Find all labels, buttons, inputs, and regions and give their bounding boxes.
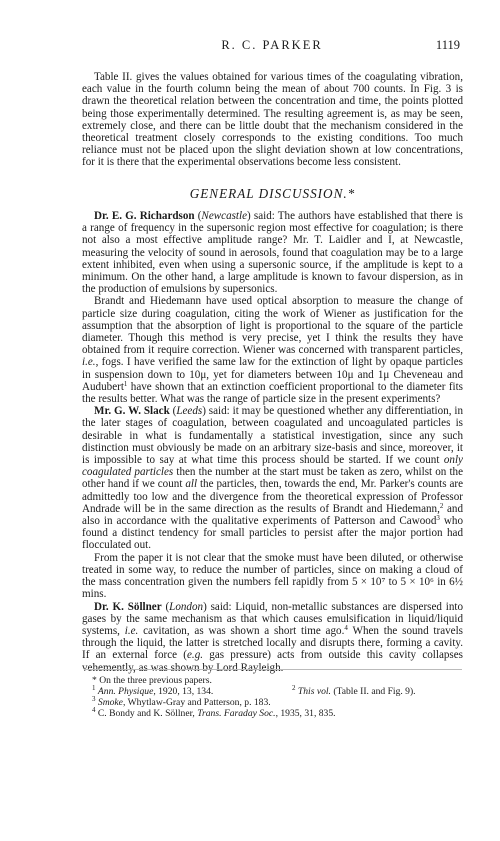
paragraph-text: then the number at the start must be taken as zero, whilst on the other hand if we count bbox=[82, 466, 463, 491]
page-number: 1119 bbox=[435, 38, 460, 52]
footnote-3 bbox=[92, 697, 462, 708]
footnote-2 bbox=[292, 686, 416, 697]
paragraph-text: said: Liquid, non-metallic substances are dispersed into gases by the same mechanism as that which causes emulsification in liquid/liquid systems, bbox=[82, 600, 463, 637]
footnote-mark: 1 bbox=[92, 684, 96, 692]
footnote-1 bbox=[92, 686, 213, 697]
paragraph-text: cavitation, as was shown a short time ago. bbox=[143, 624, 345, 637]
italic-text: only coagulated particles bbox=[82, 454, 463, 479]
footnote-ref: 4 bbox=[344, 623, 348, 632]
footnote-ref: 1 bbox=[123, 379, 128, 388]
citation-text: , Whytlaw-Gray and Patterson, p. 183. bbox=[122, 697, 271, 708]
book-title: Smoke bbox=[97, 697, 123, 708]
footnote-ref: 3 bbox=[436, 514, 440, 523]
footnote-mark: 4 bbox=[92, 706, 96, 714]
speaker-place: London bbox=[169, 600, 204, 613]
sollner-paragraph: Dr. K. Söllner (London) said: Liquid, non-metallic substances are dispersed into gases by the same mechanism as that which causes emulsification in liquid/liquid systems, i.e. cavitation, as was shown a short time ago.$^4$ When the sound travels through the liquid, the latter is stretched locally and disrupts there, forming a cavity. If an external force (e.g. gas pressure) acts from outside this cavity collapses vehemently, as was shown by Lord Rayleigh. bbox=[82, 600, 464, 674]
footnote-divider bbox=[84, 669, 462, 670]
journal-title: This vol. bbox=[297, 686, 331, 697]
journal-title: Trans. Faraday Soc. bbox=[197, 708, 276, 719]
paragraph-text: When the sound travels through the liquid, the latter is stretched locally and disrupts there, forming a cavity. If an external force ( bbox=[82, 624, 464, 662]
citation-text: (Table II. and Fig. 9). bbox=[330, 686, 416, 697]
running-header bbox=[84, 38, 460, 54]
footnote-row bbox=[92, 686, 462, 697]
speaker-name: Mr. G. W. Slack bbox=[94, 405, 170, 418]
discussion-body bbox=[82, 210, 463, 674]
citation-text: , 1920, 13, 134. bbox=[153, 686, 214, 697]
paragraph-text: said: The authors have established that there is a range of frequency in the supersonic region most effective for coagulation; is there not also a most effective amplitude range? Mr. T. Laidler and I, at Newcastle, measuring the velocity of sound in aerosols, found that coagulation may be to a large extent inhibited, even when using a supersonic source, if the amplitude is kept to a minimum. On the other hand, a large amplitude is known to favour dispersion, as in the production of emulsions by supersonics. bbox=[82, 210, 464, 296]
italic-text: i.e. bbox=[82, 356, 96, 369]
italic-text: all bbox=[185, 478, 198, 491]
richardson-paragraph-2 bbox=[82, 295, 463, 405]
footnote-mark: 3 bbox=[92, 695, 96, 703]
citation-text: , 1935, 31, 835. bbox=[275, 708, 336, 719]
italic-text: i.e. bbox=[124, 624, 139, 637]
richardson-paragraph: Dr. E. G. Richardson (Newcastle) said: The authors have established that there is a range of frequency in the supersonic region most effective for coagulation; is there not also a most effective amplitude range? Mr. T. Laidler and I, at Newcastle, measuring the velocity of sound in aerosols, found that coagulation may be to a large extent inhibited, even when using a supersonic source, if the amplitude is kept to a minimum. On the other hand, a large amplitude is known to favour dispersion, as in the production of emulsions by supersonics. bbox=[82, 210, 464, 296]
journal-title: Ann. Physique bbox=[97, 686, 154, 697]
speaker-place: Leeds bbox=[176, 405, 203, 418]
paragraph-text: have shown that an extinction coefficient proportional to the diameter fits the results better. What was the range of particle size in the present experiments? bbox=[82, 380, 463, 406]
paragraph-text: and also in accordance with the qualitative experiments of Patterson and Cawood bbox=[82, 502, 463, 528]
paragraph-text: said: it may be questioned whether any differentiation, in the later stages of coagulation, between coagulated and uncoagulated particles is desirable in what is fundamentally a statistical investigation, since any such distinction must obviously be made on an arbitrary size-basis and since, moreover, it is impossible to say at what time this process should be started. If we count bbox=[82, 405, 464, 467]
paragraph-text: who found a distinct tendency for small particles to persist after the major portion had flocculated out. bbox=[82, 515, 463, 552]
paragraph-text: gas pressure) acts from outside this cavity collapses vehemently, as was shown by Lord Rayleigh. bbox=[82, 649, 463, 674]
footnote-mark: 2 bbox=[292, 684, 296, 692]
paragraph-text: , fogs. I have verified the same law for the extinction of light by opaque particles in suspension down to 10μ, yet for diameters between 10μ and 1μ Cheveneau and Audubert bbox=[82, 356, 463, 393]
paragraph-text: Brandt and Hiedemann have used optical absorption to measure the change of particle size during coagulation, citing the work of Wiener as justification for the assumption that the absorption of light is proportional to the square of the particle diameter. Though this method is very precise, yet I think the results they have obtained from it require correction. Wiener was concerned with transparent particles, bbox=[82, 295, 463, 357]
running-title: R. C. PARKER bbox=[221, 38, 323, 52]
footnotes bbox=[92, 675, 462, 719]
section-heading: GENERAL DISCUSSION.* bbox=[189, 186, 356, 201]
italic-text: e.g. bbox=[187, 649, 204, 662]
intro-paragraph: Table II. gives the values obtained for various times of the coagulating vibration, each value in the fourth column being the mean of about 700 counts. In Fig. 3 is drawn the theoretical relation between the concentration and time, the points plotted being those experimentally determined. The resulting agreement is, as may be seen, extremely close, and there can be little doubt that the mechanism considered in the theoretical treatment closely corresponds to the existing conditions. Too much reliance must not be placed upon the slight deviation shown at low concentrations, for it is there that the experimental observations become less consistent. bbox=[82, 71, 463, 169]
speaker-place: Newcastle bbox=[201, 210, 248, 222]
footnote-star: * On the three previous papers. bbox=[92, 675, 212, 686]
footnote-4 bbox=[92, 708, 462, 719]
speaker-name: Dr. E. G. Richardson bbox=[94, 210, 195, 222]
paragraph-text: the particles, then, towards the end, Mr. Parker's counts are admittedly too low and the divergence from the theoretical expression of Professor Andrade will be in the same direction as the results of Brandt and Hiedemann, bbox=[82, 478, 463, 515]
citation-authors: C. Bondy and K. Söllner, bbox=[97, 708, 198, 719]
footnote-ref: 2 bbox=[439, 501, 444, 510]
intro-section bbox=[82, 71, 463, 169]
slack-paragraph-2: From the paper it is not clear that the smoke must have been diluted, or otherwise treated in some way, to reduce the number of particles, since on making a cloud of the mass concentration given the numbers fell rapidly from 5 × 10⁷ to 5 × 10⁶ in 6½ mins. bbox=[82, 551, 463, 601]
speaker-name: Dr. K. Söllner bbox=[94, 600, 162, 613]
slack-paragraph: Mr. G. W. Slack (Leeds) said: it may be questioned whether any differentiation, in the later stages of coagulation, between coagulated and uncoagulated particles is desirable in what is fundamentally a statistical investigation, since any such distinction must obviously be made on an arbitrary size-basis and since, moreover, it is impossible to say at what time this process should be started. If we count only coagulated particles then the number at the start must be taken as zero, whilst on the other hand if we count all the particles, then, towards the end, Mr. Parker's counts are admittedly too low and the divergence from the theoretical expression of Professor Andrade will be in the same direction as the results of Brandt and Hiedemann,$^2$ and also in accordance with the qualitative experiments of Patterson and Cawood$^3$ who found a distinct tendency for small particles to persist after the major portion had flocculated out. bbox=[82, 405, 464, 552]
